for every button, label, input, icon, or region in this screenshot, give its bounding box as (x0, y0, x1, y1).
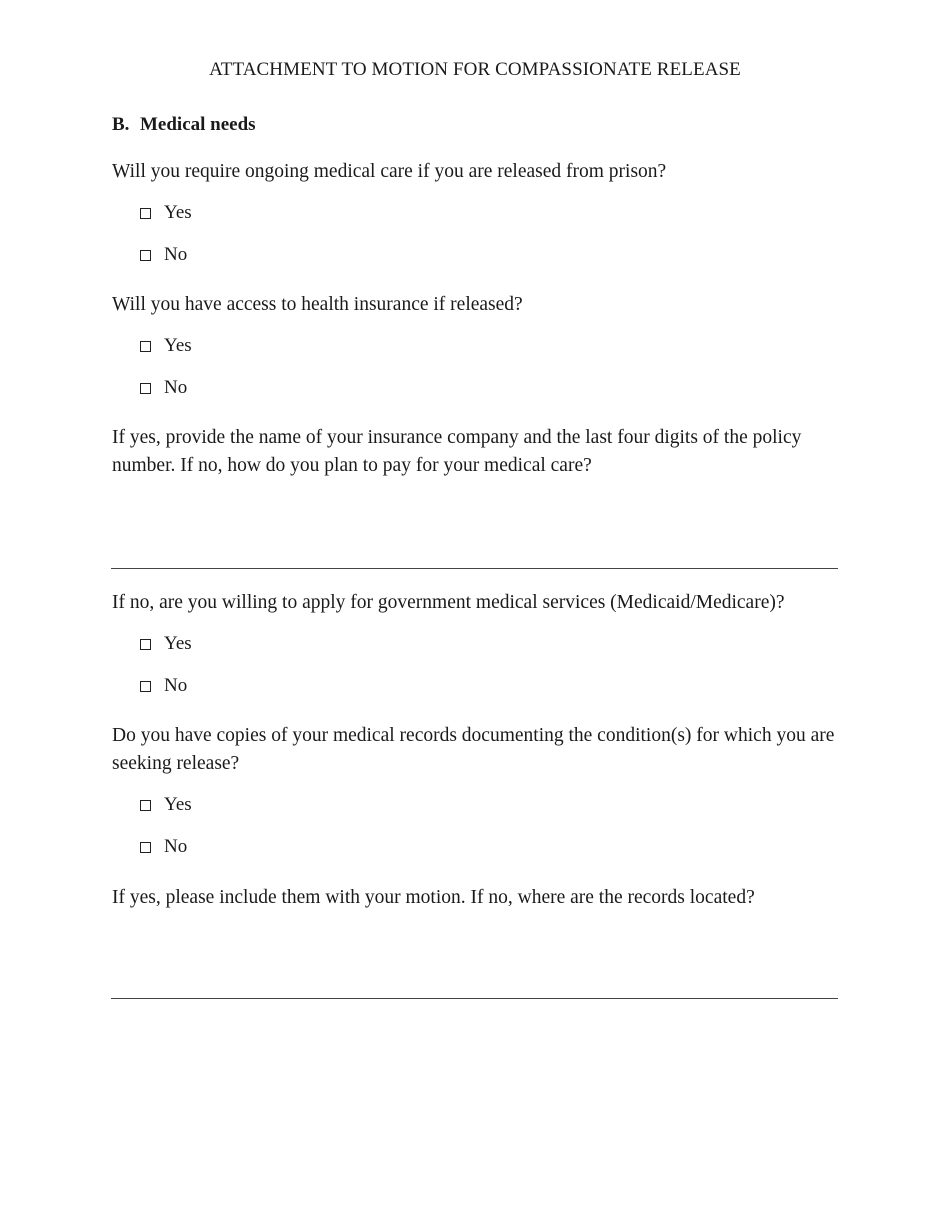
section-title: Medical needs (140, 114, 256, 135)
option-government-medical-yes[interactable] (140, 632, 192, 656)
question-insurance-details: If yes, provide the name of your insurance company and the last four digits of the policy number. If no, how do you plan to pay for your medical care? (112, 427, 802, 476)
section-heading (112, 114, 256, 136)
option-health-insurance-no[interactable] (140, 376, 187, 400)
checkbox-icon[interactable] (140, 681, 151, 692)
question-health-insurance: Will you have access to health insurance if released? (112, 294, 523, 315)
question-records-location: If yes, please include them with your motion. If no, where are the records located? (112, 887, 755, 908)
option-label: No (164, 675, 188, 696)
option-medical-records-yes[interactable] (140, 793, 192, 817)
answer-line-records-location[interactable] (111, 998, 838, 999)
page-header-title: ATTACHMENT TO MOTION FOR COMPASSIONATE RELEASE (209, 59, 741, 80)
question-government-medical: If no, are you willing to apply for government medical services (Medicaid/Medicare)? (112, 592, 785, 613)
option-label: Yes (164, 202, 192, 223)
checkbox-icon[interactable] (140, 250, 151, 261)
checkbox-icon[interactable] (140, 208, 151, 219)
checkbox-icon[interactable] (140, 383, 151, 394)
option-ongoing-care-yes[interactable] (140, 201, 192, 225)
question-ongoing-care: Will you require ongoing medical care if you are released from prison? (112, 161, 667, 182)
checkbox-icon[interactable] (140, 800, 151, 811)
option-health-insurance-yes[interactable] (140, 334, 192, 358)
option-label: No (164, 377, 188, 398)
checkbox-icon[interactable] (140, 639, 151, 650)
section-letter: B. (112, 114, 130, 135)
option-label: No (164, 836, 188, 857)
question-medical-records: Do you have copies of your medical records documenting the condition(s) for which you are seeking release? (112, 725, 835, 774)
option-label: Yes (164, 794, 192, 815)
option-ongoing-care-no[interactable] (140, 243, 187, 267)
checkbox-icon[interactable] (140, 842, 151, 853)
checkbox-icon[interactable] (140, 341, 151, 352)
option-label: No (164, 244, 188, 265)
option-label: Yes (164, 335, 192, 356)
option-medical-records-no[interactable] (140, 835, 187, 859)
option-label: Yes (164, 633, 192, 654)
answer-line-insurance-details[interactable] (111, 568, 838, 569)
option-government-medical-no[interactable] (140, 674, 187, 698)
